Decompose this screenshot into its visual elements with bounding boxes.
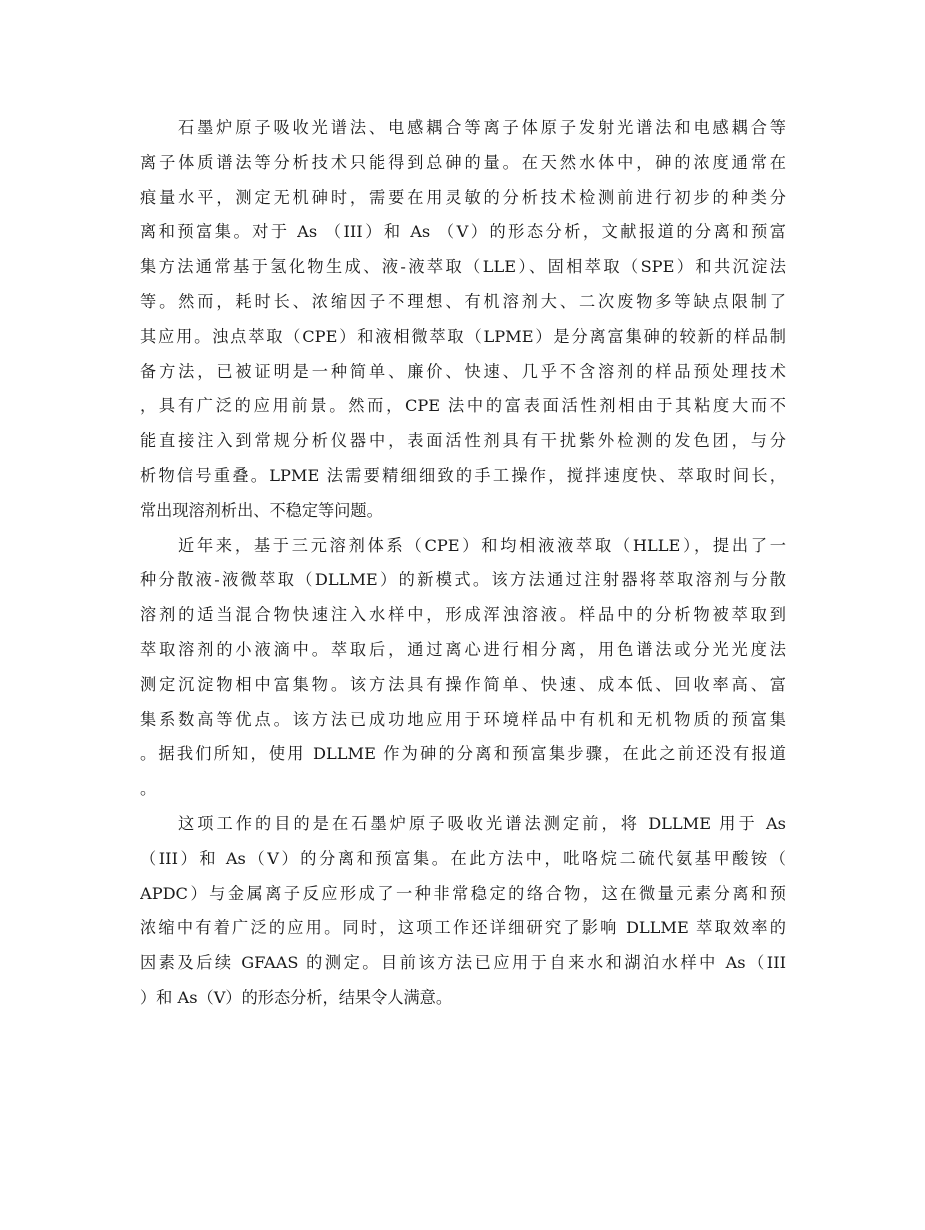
paragraph-2 xyxy=(140,529,786,807)
paragraph-3-line-6: ）和 As（V）的形态分析，结果令人满意。 xyxy=(140,987,453,1007)
paragraph-3-line-5: 因素及后续 GFAAS 的测定。目前该方法已应用于自来水和湖泊水样中 As（III xyxy=(140,953,786,973)
paragraph-1-line-9: ，具有广泛的应用前景。然而，CPE 法中的富表面活性剂相由于其粘度大而不 xyxy=(140,396,786,416)
paragraph-2-line-4: 萃取溶剂的小液滴中。萃取后，通过离心进行相分离，用色谱法或分光光度法 xyxy=(140,639,786,659)
paragraph-1-line-2: 离子体质谱法等分析技术只能得到总砷的量。在天然水体中，砷的浓度通常在 xyxy=(140,152,786,172)
paragraph-3-line-1: 这项工作的目的是在石墨炉原子吸收光谱法测定前，将 DLLME 用于 As xyxy=(178,813,786,833)
paragraph-1-line-10: 能直接注入到常规分析仪器中，表面活性剂具有干扰紫外检测的发色团，与分 xyxy=(140,431,786,451)
paragraph-1-line-12: 常出现溶剂析出、不稳定等问题。 xyxy=(140,500,383,520)
paragraph-3-line-2: （III）和 As（V）的分离和预富集。在此方法中，吡咯烷二硫代氨基甲酸铵（ xyxy=(140,848,786,868)
paragraph-2-line-6: 集系数高等优点。该方法已成功地应用于环境样品中有机和无机物质的预富集 xyxy=(140,709,786,729)
paragraph-1-line-4: 离和预富集。对于 As （III）和 As （V）的形态分析，文献报道的分离和预富 xyxy=(140,222,786,242)
paragraph-1 xyxy=(140,111,786,529)
paragraph-1-line-8: 备方法，已被证明是一种简单、廉价、快速、几乎不含溶剂的样品预处理技术 xyxy=(140,361,786,381)
paragraph-1-line-7: 其应用。浊点萃取（CPE）和液相微萃取（LPME）是分离富集砷的较新的样品制 xyxy=(140,326,786,346)
paragraph-1-line-11: 析物信号重叠。LPME 法需要精细细致的手工操作，搅拌速度快、萃取时间长， xyxy=(140,465,786,485)
paragraph-1-line-3: 痕量水平，测定无机砷时，需要在用灵敏的分析技术检测前进行初步的种类分 xyxy=(140,187,786,207)
paragraph-2-line-2: 种分散液-液微萃取（DLLME）的新模式。该方法通过注射器将萃取溶剂与分散 xyxy=(140,570,786,590)
document-body xyxy=(140,111,786,1016)
paragraph-1-line-1: 石墨炉原子吸收光谱法、电感耦合等离子体原子发射光谱法和电感耦合等 xyxy=(178,118,786,137)
paragraph-3-line-3: APDC）与金属离子反应形成了一种非常稳定的络合物，这在微量元素分离和预 xyxy=(140,883,786,903)
paragraph-2-line-5: 测定沉淀物相中富集物。该方法具有操作简单、快速、成本低、回收率高、富 xyxy=(140,674,786,694)
paragraph-3 xyxy=(140,807,786,1016)
paragraph-2-line-7: 。据我们所知，使用 DLLME 作为砷的分离和预富集步骤，在此之前还没有报道 xyxy=(140,744,786,764)
paragraph-2-line-1: 近年来，基于三元溶剂体系（CPE）和均相液液萃取（HLLE），提出了一 xyxy=(178,535,786,555)
paragraph-3-line-4: 浓缩中有着广泛的应用。同时，这项工作还详细研究了影响 DLLME 萃取效率的 xyxy=(140,918,786,938)
paragraph-2-line-8: 。 xyxy=(140,779,157,799)
paragraph-1-line-6: 等。然而，耗时长、浓缩因子不理想、有机溶剂大、二次废物多等缺点限制了 xyxy=(140,291,786,311)
paragraph-2-line-3: 溶剂的适当混合物快速注入水样中，形成浑浊溶液。样品中的分析物被萃取到 xyxy=(140,605,786,625)
paragraph-1-line-5: 集方法通常基于氢化物生成、液-液萃取（LLE）、固相萃取（SPE）和共沉淀法 xyxy=(140,257,786,277)
